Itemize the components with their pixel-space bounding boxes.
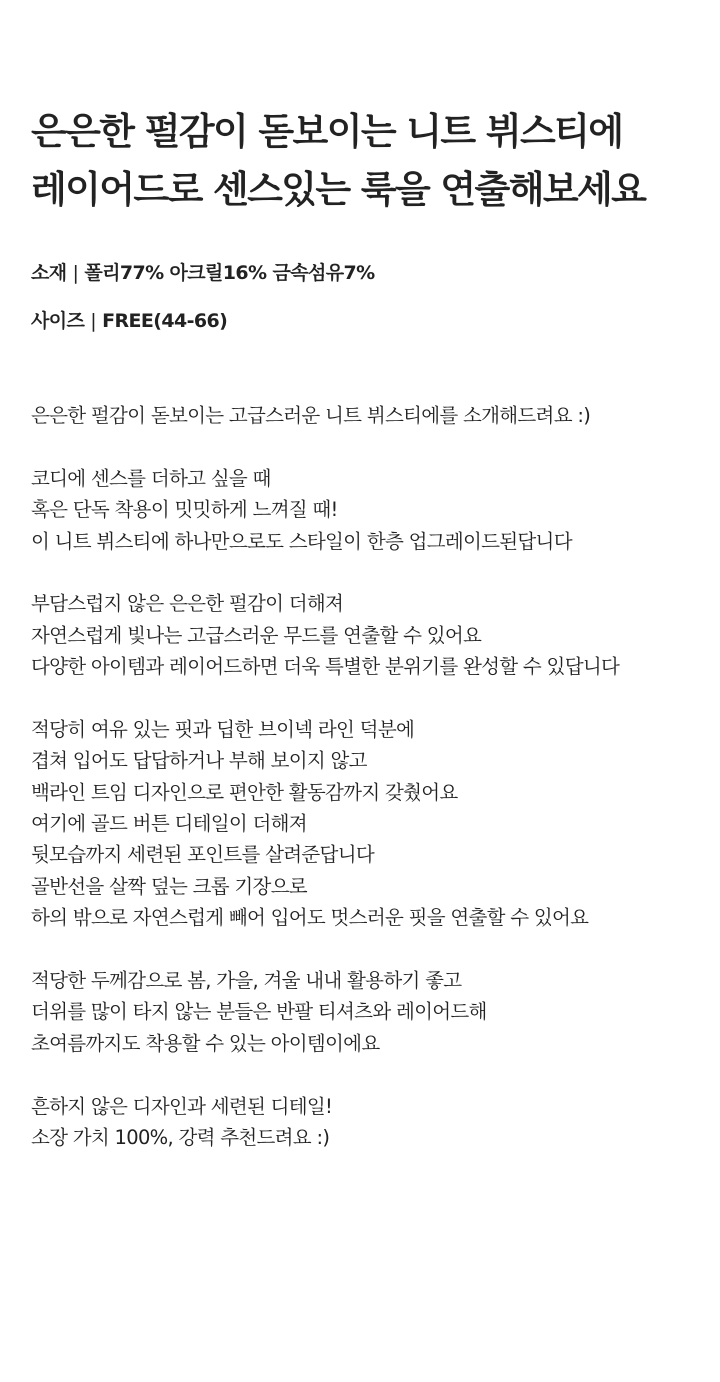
description-line [31,934,691,965]
headline-line: 레이어드로 센스있는 룩을 연출해보세요 [31,168,646,211]
description-line: 혹은 단독 착용이 밋밋하게 느껴질 때! [31,498,338,522]
description-line: 적당한 두께감으로 봄, 가을, 겨울 내내 활용하기 좋고 [31,969,462,993]
description-line: 소장 가치 100%, 강력 추천드려요 :) [31,1125,330,1149]
description-line: 겹쳐 입어도 답답하거나 부해 보이지 않고 [31,749,367,773]
description-line: 뒷모습까지 세련된 포인트를 살려준답니다 [31,843,374,867]
description-line: 흔하지 않은 디자인과 세련된 디테일! [31,1094,333,1118]
material-value: 폴리77% 아크릴16% 금속섬유7% [84,262,375,284]
headline-line: 은은한 펄감이 돋보이는 니트 뷔스티에 [31,110,623,153]
description-line [31,431,691,462]
description-line: 초여름까지도 착용할 수 있는 아이템이에요 [31,1031,380,1055]
description-line [31,557,691,588]
description-body [31,400,691,1153]
material-spec [31,259,375,287]
description-line [31,683,691,714]
description-line: 이 니트 뷔스티에 하나만으로도 스타일이 한층 업그레이드된답니다 [31,529,572,553]
size-label: 사이즈 [31,310,85,332]
description-line: 여기에 골드 버튼 디테일이 더해져 [31,812,307,836]
spec-separator: | [90,310,97,332]
description-line: 더위를 많이 타지 않는 분들은 반팔 티셔츠와 레이어드해 [31,1000,487,1024]
description-line: 다양한 아이템과 레이어드하면 더욱 특별한 분위기를 완성할 수 있답니다 [31,655,620,679]
headline [31,103,691,219]
spec-separator: | [72,262,79,284]
description-line: 하의 밖으로 자연스럽게 빼어 입어도 멋스러운 핏을 연출할 수 있어요 [31,906,589,930]
description-line: 은은한 펄감이 돋보이는 고급스러운 니트 뷔스티에를 소개해드려요 :) [31,404,591,427]
description-line: 코디에 센스를 더하고 싶을 때 [31,466,271,490]
description-line: 자연스럽게 빛나는 고급스러운 무드를 연출할 수 있어요 [31,623,482,647]
description-line: 적당히 여유 있는 핏과 딥한 브이넥 라인 덕분에 [31,717,415,741]
material-label: 소재 [31,262,67,284]
description-line: 백라인 트임 디자인으로 편안한 활동감까지 갖췄어요 [31,780,458,804]
description-line: 부담스럽지 않은 은은한 펄감이 더해져 [31,592,344,616]
size-spec [31,307,227,335]
description-line [31,1059,691,1090]
size-value: FREE(44-66) [102,310,228,332]
description-line: 골반선을 살짝 덮는 크롭 기장으로 [31,874,307,898]
